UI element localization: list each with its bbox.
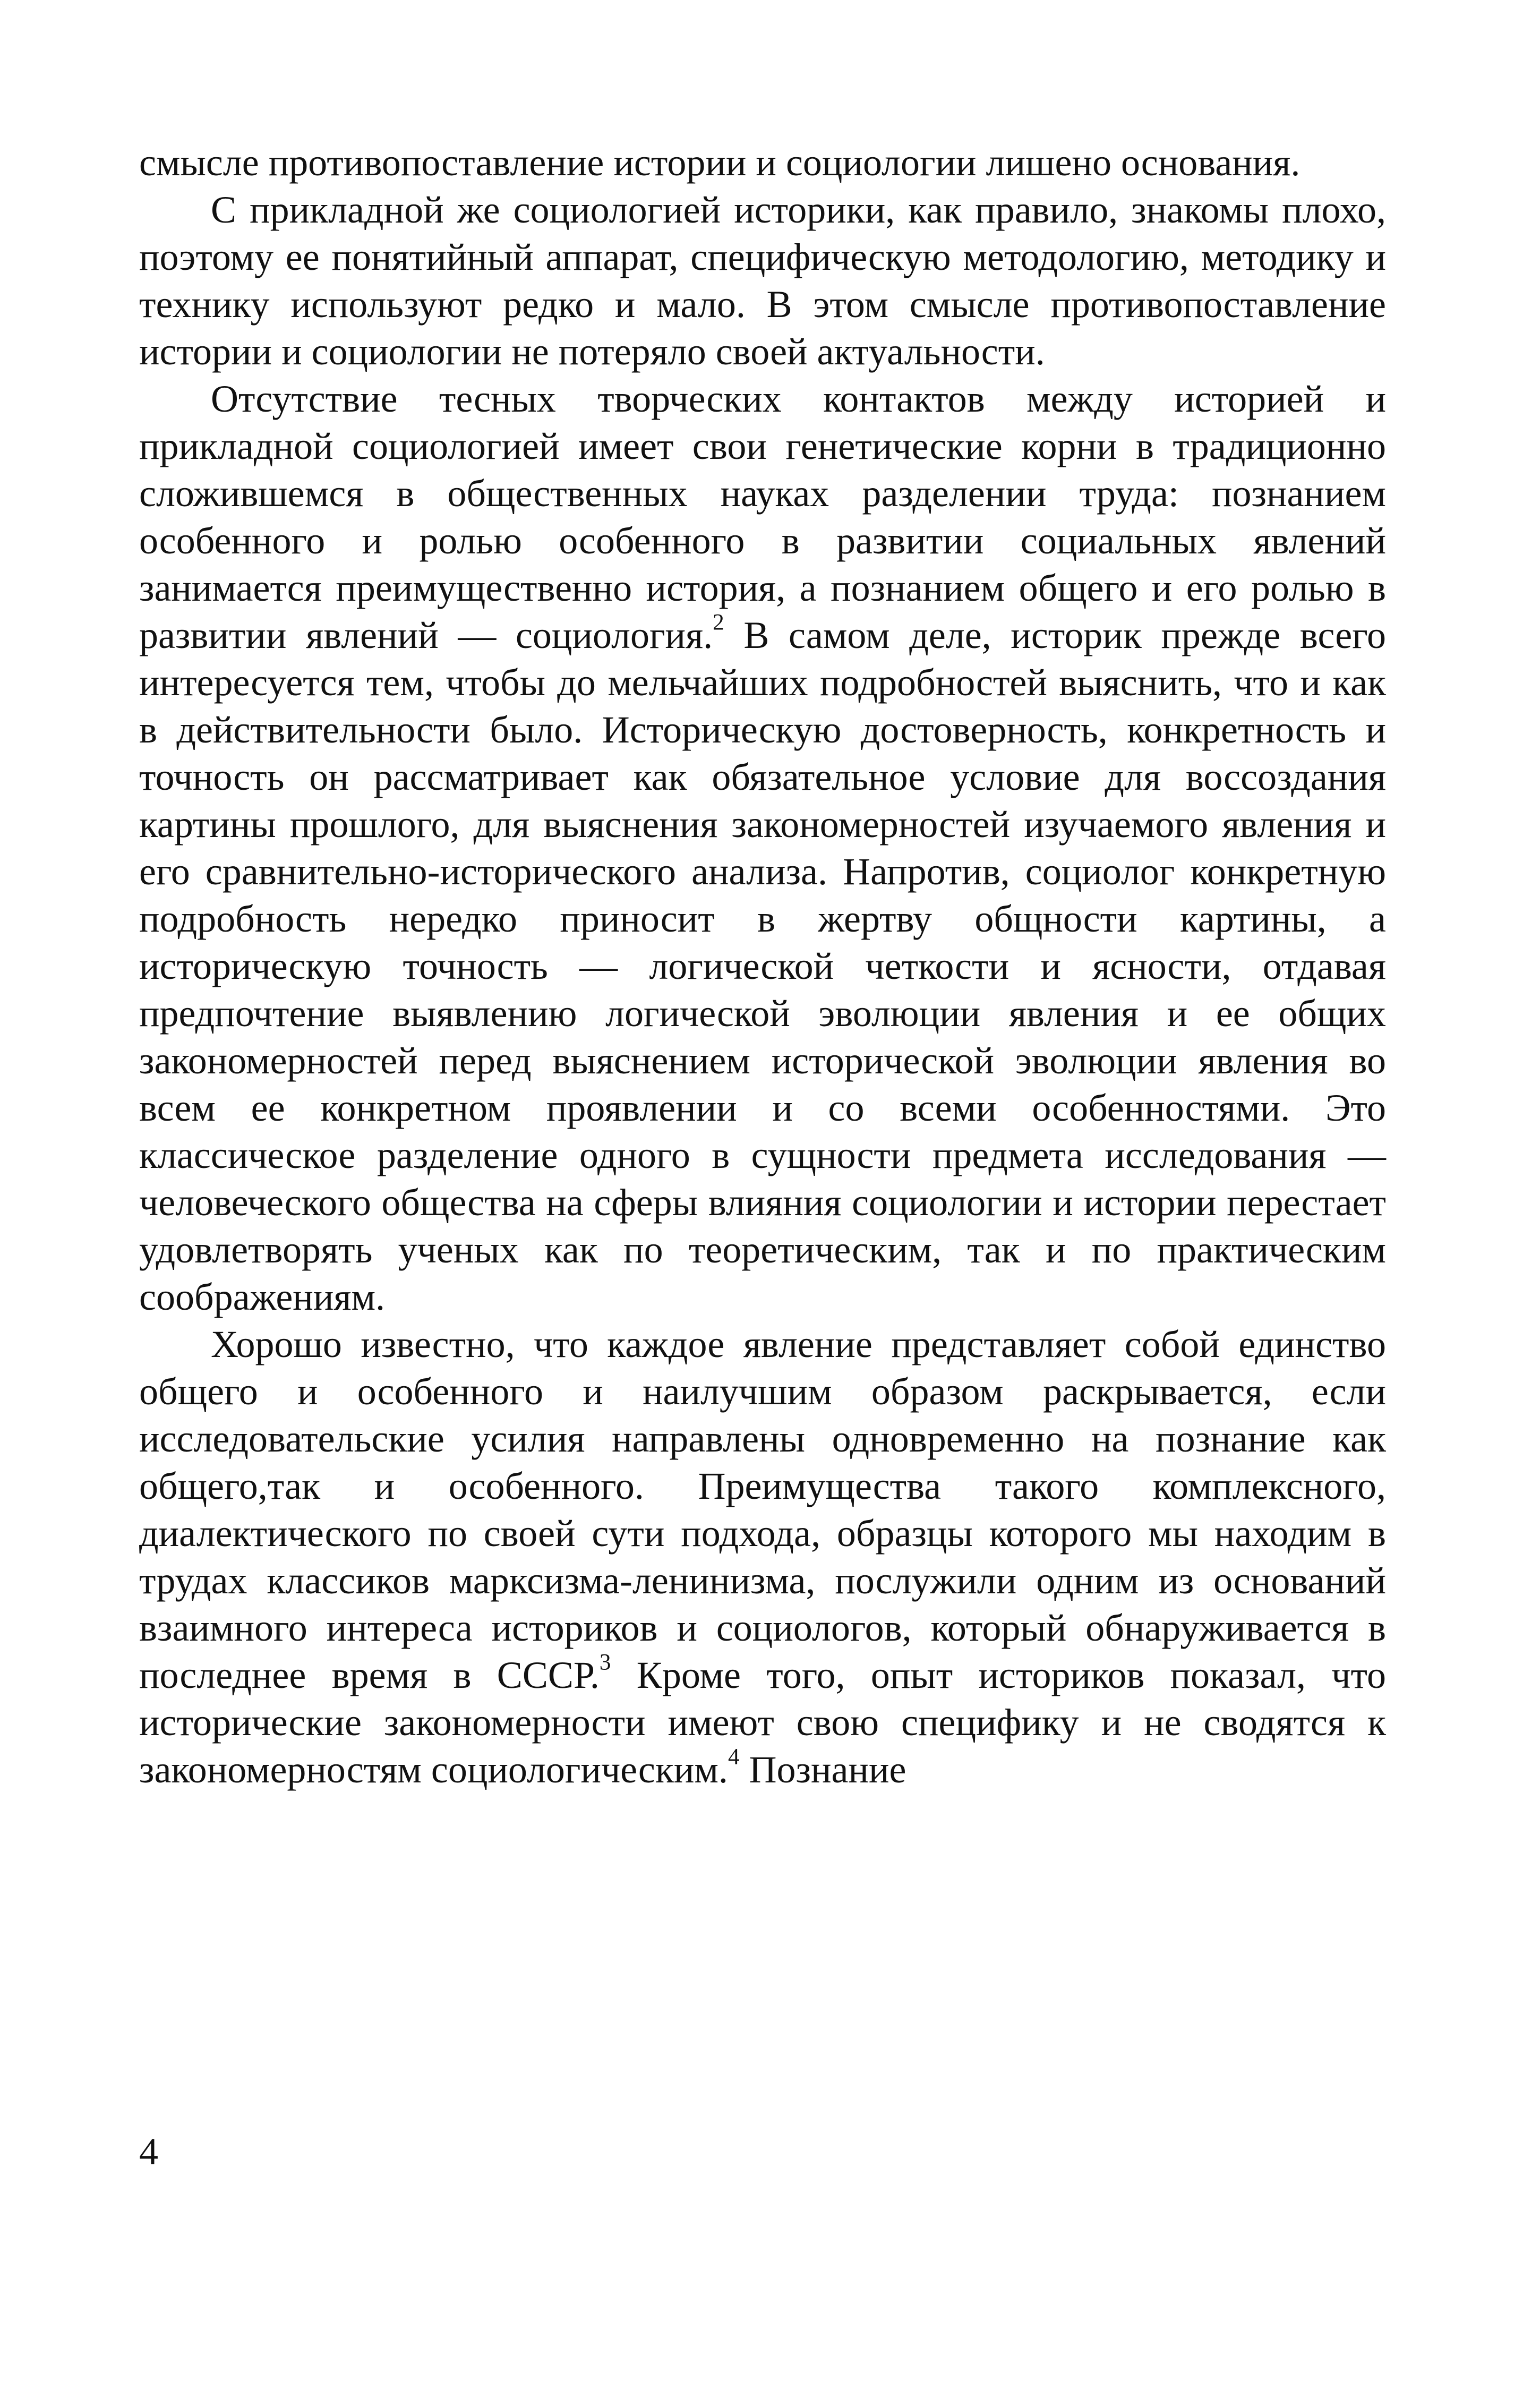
page-number: 4 [139, 2130, 158, 2173]
paragraph-text: Отсутствие тесных творческих контактов между историей и прикладной социологией имеет свои генетические корни в традиционно сложившемся в общественных науках разделении труда: познанием особенного и ролью особенного в развитии социальных явлений занимается преимущественно история, а познанием общего и его ролью в развитии явлений — социология. [139, 378, 1386, 656]
paragraph [139, 186, 1386, 375]
paragraph [139, 1321, 1386, 1794]
body-text [139, 139, 1386, 1794]
paragraph-text: В самом деле, историк прежде всего интересуется тем, чтобы до мельчайших подробностей выяснить, что и как в действительности было. Историческую достоверность, конкретность и точность он рассматривает как обязательное условие для воссоздания картины прошлого, для выяснения закономерностей изучаемого явления и его сравнительно-исторического анализа. Напротив, социолог конкретную подробность нередко приносит в жертву общности картины, а историческую точность — логической четкости и ясности, отдавая предпочтение выявлению логической эволюции явления и ее общих закономерностей перед выяснением исторической эволюции явления во всем ее конкретном проявлении и со всеми особенностями. Это классическое разделение одного в сущности предмета исследования — человеческого общества на сферы влияния социологии и истории перестает удовлетворять ученых как по теоретическим, так и по практическим соображениям. [139, 614, 1386, 1318]
paragraph-text: С прикладной же социологией историки, как правило, знакомы плохо, поэтому ее понятийный аппарат, специфическую методологию, методику и технику используют редко и мало. В этом смысле противопоставление истории и социологии не потеряло своей актуальности. [139, 189, 1386, 373]
paragraph [139, 375, 1386, 1321]
paragraph [139, 139, 1386, 186]
footnote-marker: 3 [599, 1650, 611, 1675]
paragraph-text: Кроме того, опыт историков показал, что исторические закономерности имеют свою специфику и не сводятся к закономерностям социологическим. [139, 1654, 1386, 1791]
paragraph-text: смысле противопоставление истории и социологии лишено основания. [139, 141, 1301, 184]
footnote-marker: 2 [713, 610, 724, 635]
footnote-marker: 4 [728, 1744, 740, 1770]
paragraph-text: Хорошо известно, что каждое явление представляет собой единство общего и особенного и наилучшим образом раскрывается, если исследовательские усилия направлены одновременно на познание как общего,так и особенного. Преимущества такого комплексного, диалектического по своей сути подхода, образцы которого мы находим в трудах классиков марксизма-ленинизма, послужили одним из оснований взаимного интереса историков и социологов, который обнаруживается в последнее время в СССР. [139, 1323, 1386, 1696]
paragraph-text: Познание [739, 1748, 906, 1791]
